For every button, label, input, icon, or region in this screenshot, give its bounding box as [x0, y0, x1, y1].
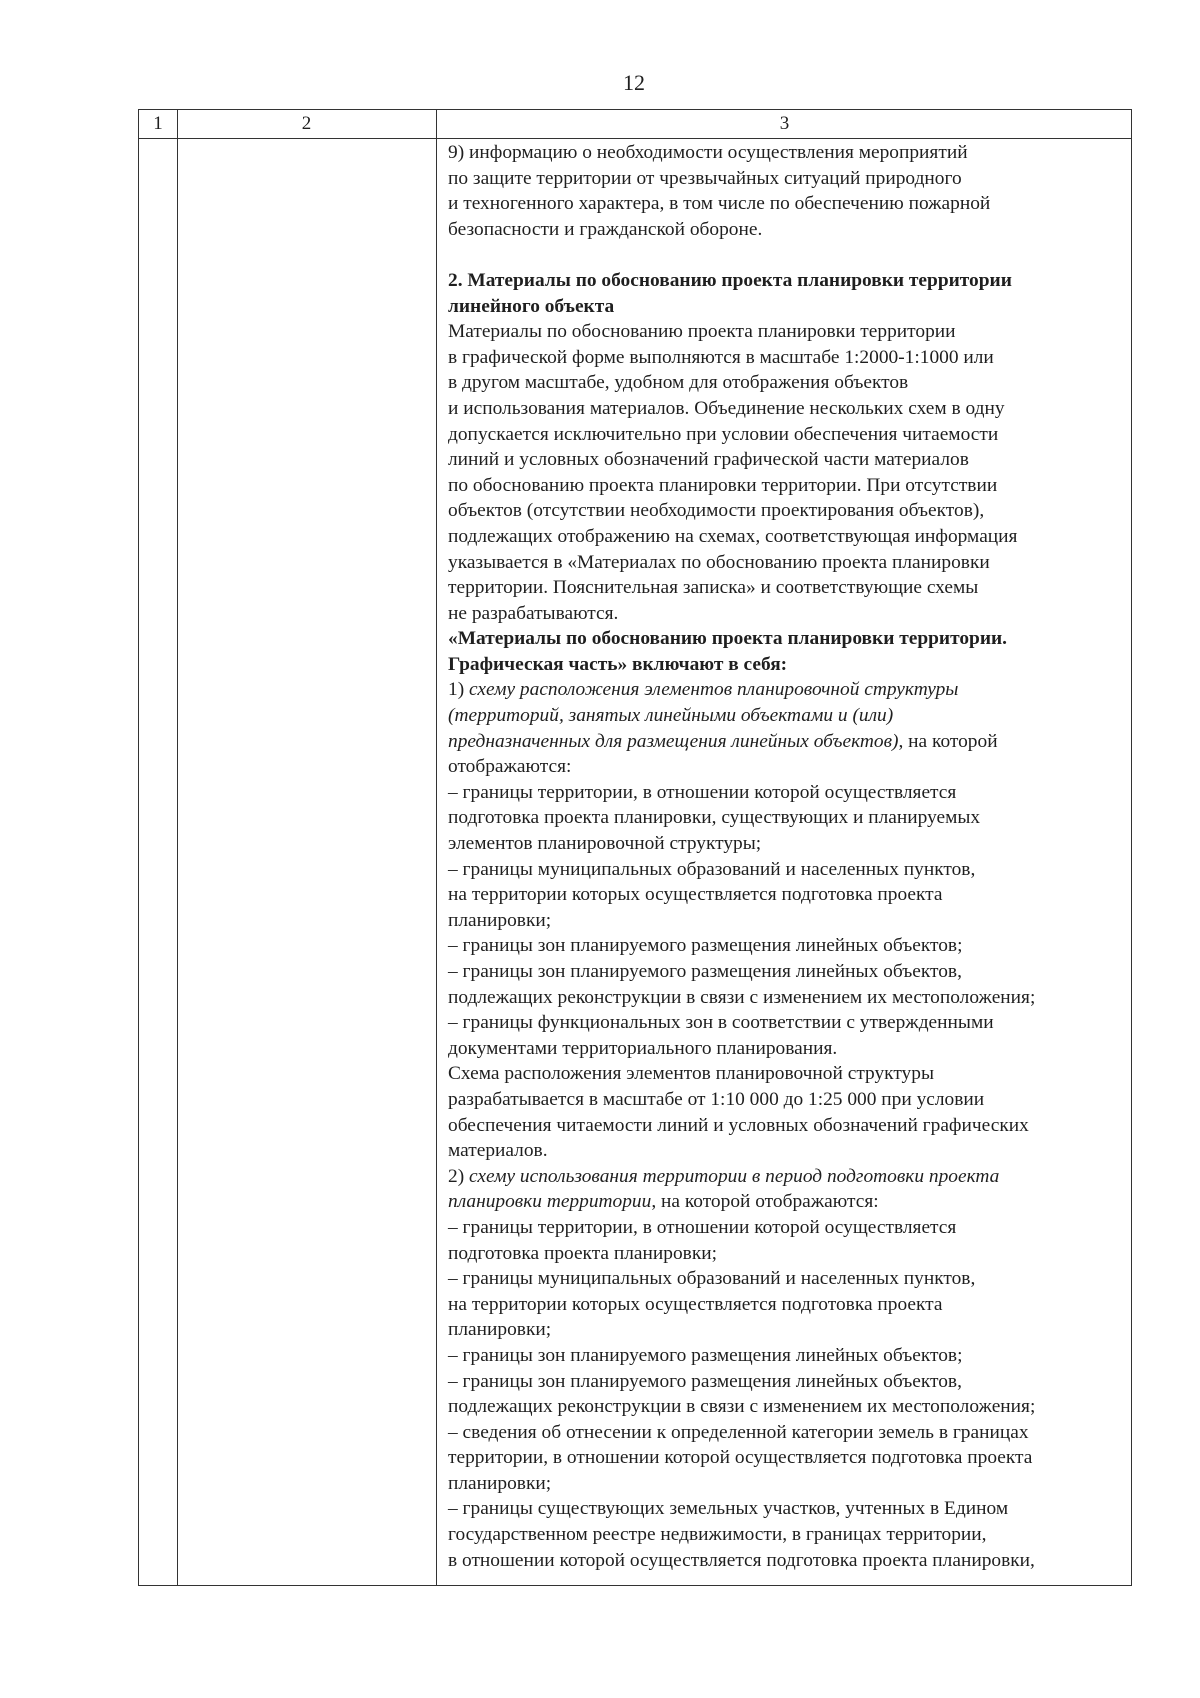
text-line — [448, 447, 1126, 473]
text-line — [448, 1369, 1126, 1395]
text-segment: не разрабатываются. — [448, 602, 619, 624]
text-segment: документами территориального планирования. — [448, 1037, 838, 1059]
text-line — [448, 908, 1126, 934]
text-segment: в другом масштабе, удобном для отображения объектов — [448, 372, 909, 394]
text-segment: 1) — [448, 679, 470, 701]
text-line — [448, 652, 1126, 678]
bold-text: линейного объекта — [448, 295, 615, 317]
text-segment: – сведения об отнесении к определенной категории земель в границах — [448, 1421, 1029, 1443]
text-line — [448, 1061, 1126, 1087]
text-line — [448, 575, 1126, 601]
text-segment: – границы территории, в отношении которой осуществляется — [448, 1216, 957, 1238]
text-line — [448, 1010, 1126, 1036]
italic-text: (территорий, занятых линейными объектами и (или) — [448, 705, 894, 727]
text-line — [448, 1420, 1126, 1446]
text-line — [448, 703, 1126, 729]
text-line — [448, 396, 1126, 422]
text-segment: – границы зон планируемого размещения линейных объектов, — [448, 1370, 962, 1392]
text-segment: отображаются: — [448, 756, 572, 778]
column-header-1: 1 — [153, 113, 163, 134]
text-segment: элементов планировочной структуры; — [448, 833, 762, 855]
text-segment: в графической форме выполняются в масштабе 1:2000-1:1000 или — [448, 346, 994, 368]
text-line — [448, 1215, 1126, 1241]
text-segment: безопасности и гражданской обороне. — [448, 218, 763, 240]
text-line — [448, 1138, 1126, 1164]
text-line — [448, 550, 1126, 576]
text-segment: , на которой отображаются: — [651, 1191, 879, 1213]
text-segment: на территории которых осуществляется подготовка проекта — [448, 1293, 943, 1315]
text-line — [448, 217, 1126, 243]
text-line — [448, 601, 1126, 627]
column-header-2: 2 — [301, 113, 312, 134]
italic-text: схему использования территории в период подготовки проекта — [469, 1165, 1000, 1187]
text-line — [448, 1241, 1126, 1267]
text-segment: Материалы по обоснованию проекта планировки территории — [448, 321, 956, 343]
text-segment: – границы существующих земельных участков, учтенных в Едином — [448, 1498, 1009, 1520]
column-divider — [177, 110, 178, 1585]
text-segment: по защите территории от чрезвычайных ситуаций природного — [448, 167, 962, 189]
document-table — [138, 109, 1132, 1586]
text-line — [448, 1394, 1126, 1420]
text-segment: допускается исключительно при условии обеспечения читаемости — [448, 423, 999, 445]
text-line — [448, 1087, 1126, 1113]
text-line — [448, 345, 1126, 371]
column-divider — [436, 110, 437, 1585]
text-segment: планировки; — [448, 1319, 552, 1341]
column-3-text — [448, 140, 1126, 1573]
text-segment: планировки; — [448, 909, 552, 931]
text-segment: – границы территории, в отношении которой осуществляется — [448, 781, 957, 803]
text-line — [448, 166, 1126, 192]
text-segment: – границы муниципальных образований и населенных пунктов, — [448, 1268, 976, 1290]
text-line — [448, 1522, 1126, 1548]
blank-line — [448, 242, 1126, 268]
text-line — [448, 857, 1126, 883]
text-line — [448, 1292, 1126, 1318]
text-line — [448, 882, 1126, 908]
text-line — [448, 1496, 1126, 1522]
text-line — [448, 626, 1126, 652]
text-line — [448, 1164, 1126, 1190]
text-segment: указывается в «Материалах по обоснованию проекта планировки — [448, 551, 990, 573]
bold-text: 2. Материалы по обоснованию проекта планировки территории — [448, 269, 1012, 291]
text-line — [448, 1189, 1126, 1215]
text-line — [448, 1548, 1126, 1574]
text-line — [448, 191, 1126, 217]
text-segment: разрабатывается в масштабе от 1:10 000 до 1:25 000 при условии — [448, 1088, 985, 1110]
italic-text: предназначенных для размещения линейных объектов) — [448, 730, 899, 752]
text-segment: , на которой — [898, 730, 998, 752]
text-segment: на территории которых осуществляется подготовка проекта — [448, 884, 943, 906]
text-line — [448, 294, 1126, 320]
text-segment: планировки; — [448, 1472, 552, 1494]
text-segment: 2) — [448, 1165, 470, 1187]
text-segment: в отношении которой осуществляется подготовка проекта планировки, — [448, 1549, 1035, 1571]
text-line — [448, 1471, 1126, 1497]
text-line — [448, 370, 1126, 396]
text-line — [448, 677, 1126, 703]
text-segment: – границы муниципальных образований и населенных пунктов, — [448, 858, 976, 880]
text-line — [448, 754, 1126, 780]
page-number: 12 — [623, 70, 645, 95]
text-line — [448, 498, 1126, 524]
table-header-row — [139, 110, 1131, 139]
text-line — [448, 524, 1126, 550]
text-line — [448, 933, 1126, 959]
text-line — [448, 140, 1126, 166]
text-line — [448, 422, 1126, 448]
text-segment: подлежащих реконструкции в связи с изменением их местоположения; — [448, 1396, 1036, 1418]
text-line — [448, 729, 1126, 755]
bold-text: «Материалы по обоснованию проекта планировки территории. — [448, 628, 1008, 650]
text-segment: подготовка проекта планировки; — [448, 1242, 718, 1264]
text-segment: – границы функциональных зон в соответствии с утвержденными — [448, 1012, 994, 1034]
text-line — [448, 473, 1126, 499]
text-segment: подготовка проекта планировки, существующих и планируемых — [448, 807, 981, 829]
text-line — [448, 805, 1126, 831]
text-line — [448, 268, 1126, 294]
text-segment: – границы зон планируемого размещения линейных объектов; — [448, 1344, 963, 1366]
text-segment: 9) информацию о необходимости осуществления мероприятий — [448, 142, 968, 163]
text-line — [448, 1317, 1126, 1343]
text-segment: линий и условных обозначений графической части материалов — [448, 449, 969, 471]
text-line — [448, 985, 1126, 1011]
text-segment: подлежащих реконструкции в связи с изменением их местоположения; — [448, 986, 1036, 1008]
text-segment: по обоснованию проекта планировки территории. При отсутствии — [448, 474, 998, 496]
text-line — [448, 1036, 1126, 1062]
bold-text: Графическая часть» включают в себя: — [448, 653, 788, 675]
text-line — [448, 1266, 1126, 1292]
text-line — [448, 319, 1126, 345]
italic-text: планировки территории — [448, 1191, 652, 1213]
text-line — [448, 780, 1126, 806]
italic-text: схему расположения элементов планировочной структуры — [469, 679, 959, 701]
text-segment: государственном реестре недвижимости, в границах территории, — [448, 1524, 987, 1546]
text-segment: объектов (отсутствии необходимости проектирования объектов), — [448, 500, 985, 522]
text-segment: территории, в отношении которой осуществляется подготовка проекта — [448, 1447, 1033, 1469]
text-line — [448, 831, 1126, 857]
text-segment: Схема расположения элементов планировочной структуры — [448, 1063, 934, 1085]
text-segment: обеспечения читаемости линий и условных обозначений графических — [448, 1114, 1029, 1136]
text-segment: и техногенного характера, в том числе по обеспечению пожарной — [448, 193, 991, 215]
text-segment: и использования материалов. Объединение нескольких схем в одну — [448, 397, 1005, 419]
column-header-3: 3 — [779, 113, 790, 134]
text-line — [448, 959, 1126, 985]
text-segment: – границы зон планируемого размещения линейных объектов, — [448, 961, 962, 982]
text-segment: территории. Пояснительная записка» и соответствующие схемы — [448, 577, 979, 599]
text-segment: материалов. — [448, 1140, 548, 1162]
text-segment: подлежащих отображению на схемах, соответствующая информация — [448, 525, 1018, 547]
text-line — [448, 1113, 1126, 1139]
text-line — [448, 1445, 1126, 1471]
text-segment: – границы зон планируемого размещения линейных объектов; — [448, 935, 963, 957]
text-line — [448, 1343, 1126, 1369]
